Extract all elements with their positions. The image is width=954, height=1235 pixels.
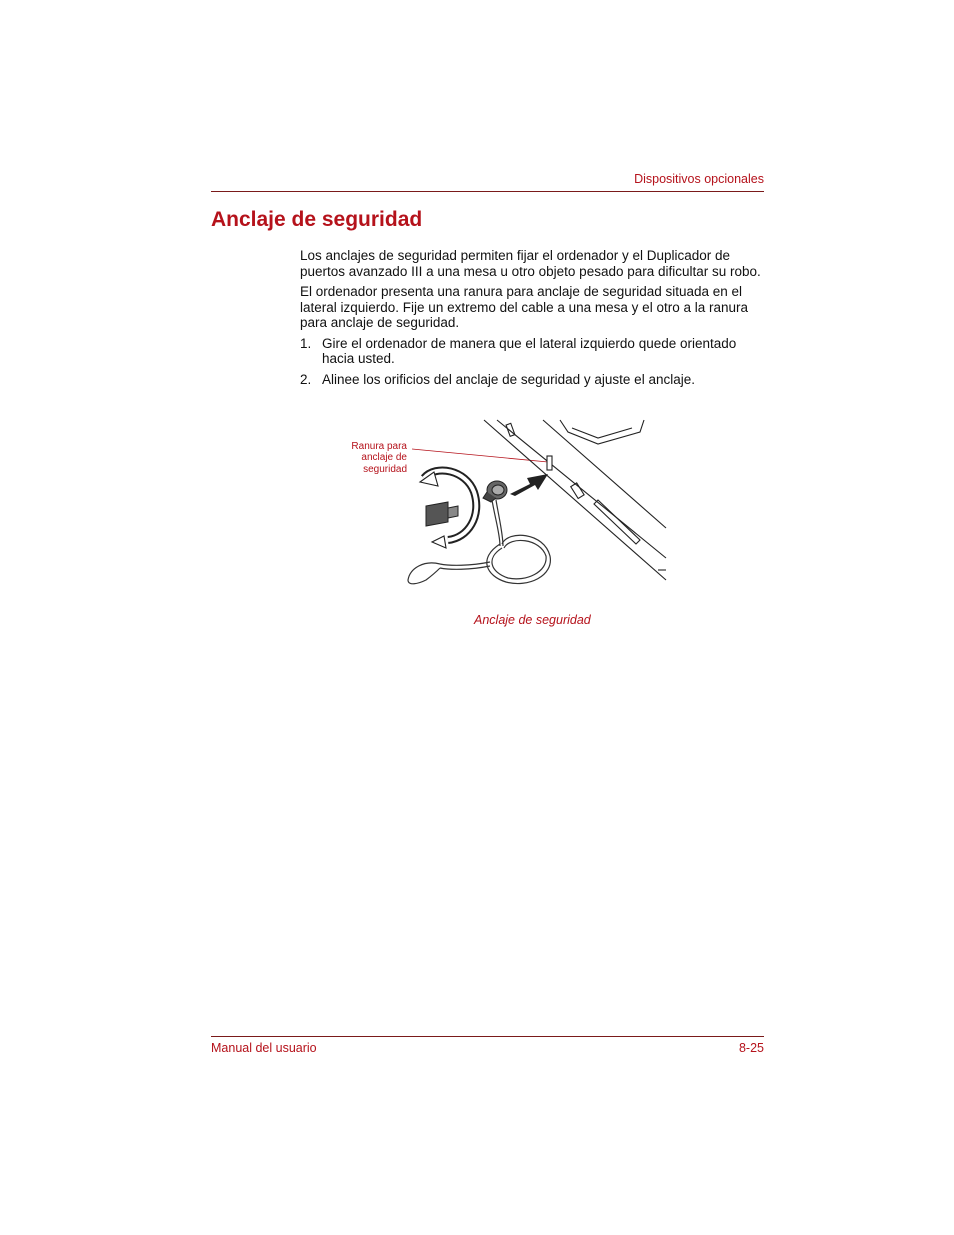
key-icon	[426, 502, 458, 526]
running-header: Dispositivos opcionales	[634, 172, 764, 186]
laptop-side-panel	[484, 420, 666, 580]
callout-leader-line	[412, 449, 548, 462]
footer-manual-title: Manual del usuario	[211, 1041, 317, 1055]
list-item	[300, 372, 768, 388]
insert-arrow	[510, 474, 548, 496]
security-slot	[547, 456, 552, 470]
callout-line: seguridad	[363, 463, 407, 475]
step-number: 1.	[300, 335, 312, 351]
security-lock-illustration	[340, 418, 670, 590]
paragraph: El ordenador presenta una ranura para anclaje de seguridad situada en el lateral izquierdo. Fije un extremo del cable a una mesa y el otro a la ranura para anclaje de seguridad.	[300, 284, 748, 330]
header-rule	[211, 191, 764, 192]
step-text: Gire el ordenador de manera que el lateral izquierdo quede orientado hacia usted.	[322, 335, 737, 366]
step-text: Alinee los orificios del anclaje de seguridad y ajuste el anclaje.	[322, 371, 695, 387]
callout-line: anclaje de	[361, 452, 407, 464]
footer-rule	[211, 1036, 764, 1037]
figure-caption: Anclaje de seguridad	[474, 613, 591, 627]
page-number: 8-25	[738, 1041, 764, 1055]
lock-head	[483, 481, 507, 502]
section-title: Anclaje de seguridad	[211, 208, 423, 231]
body-text	[300, 248, 768, 392]
step-number: 2.	[300, 371, 312, 387]
list-item	[300, 336, 768, 367]
steps-list	[300, 336, 768, 388]
callout-line: Ranura para	[351, 441, 407, 452]
paragraph: Los anclajes de seguridad permiten fijar el ordenador y el Duplicador de puertos avanzado III a una mesa u otro objeto pesado para dificultar su robo.	[300, 248, 761, 279]
